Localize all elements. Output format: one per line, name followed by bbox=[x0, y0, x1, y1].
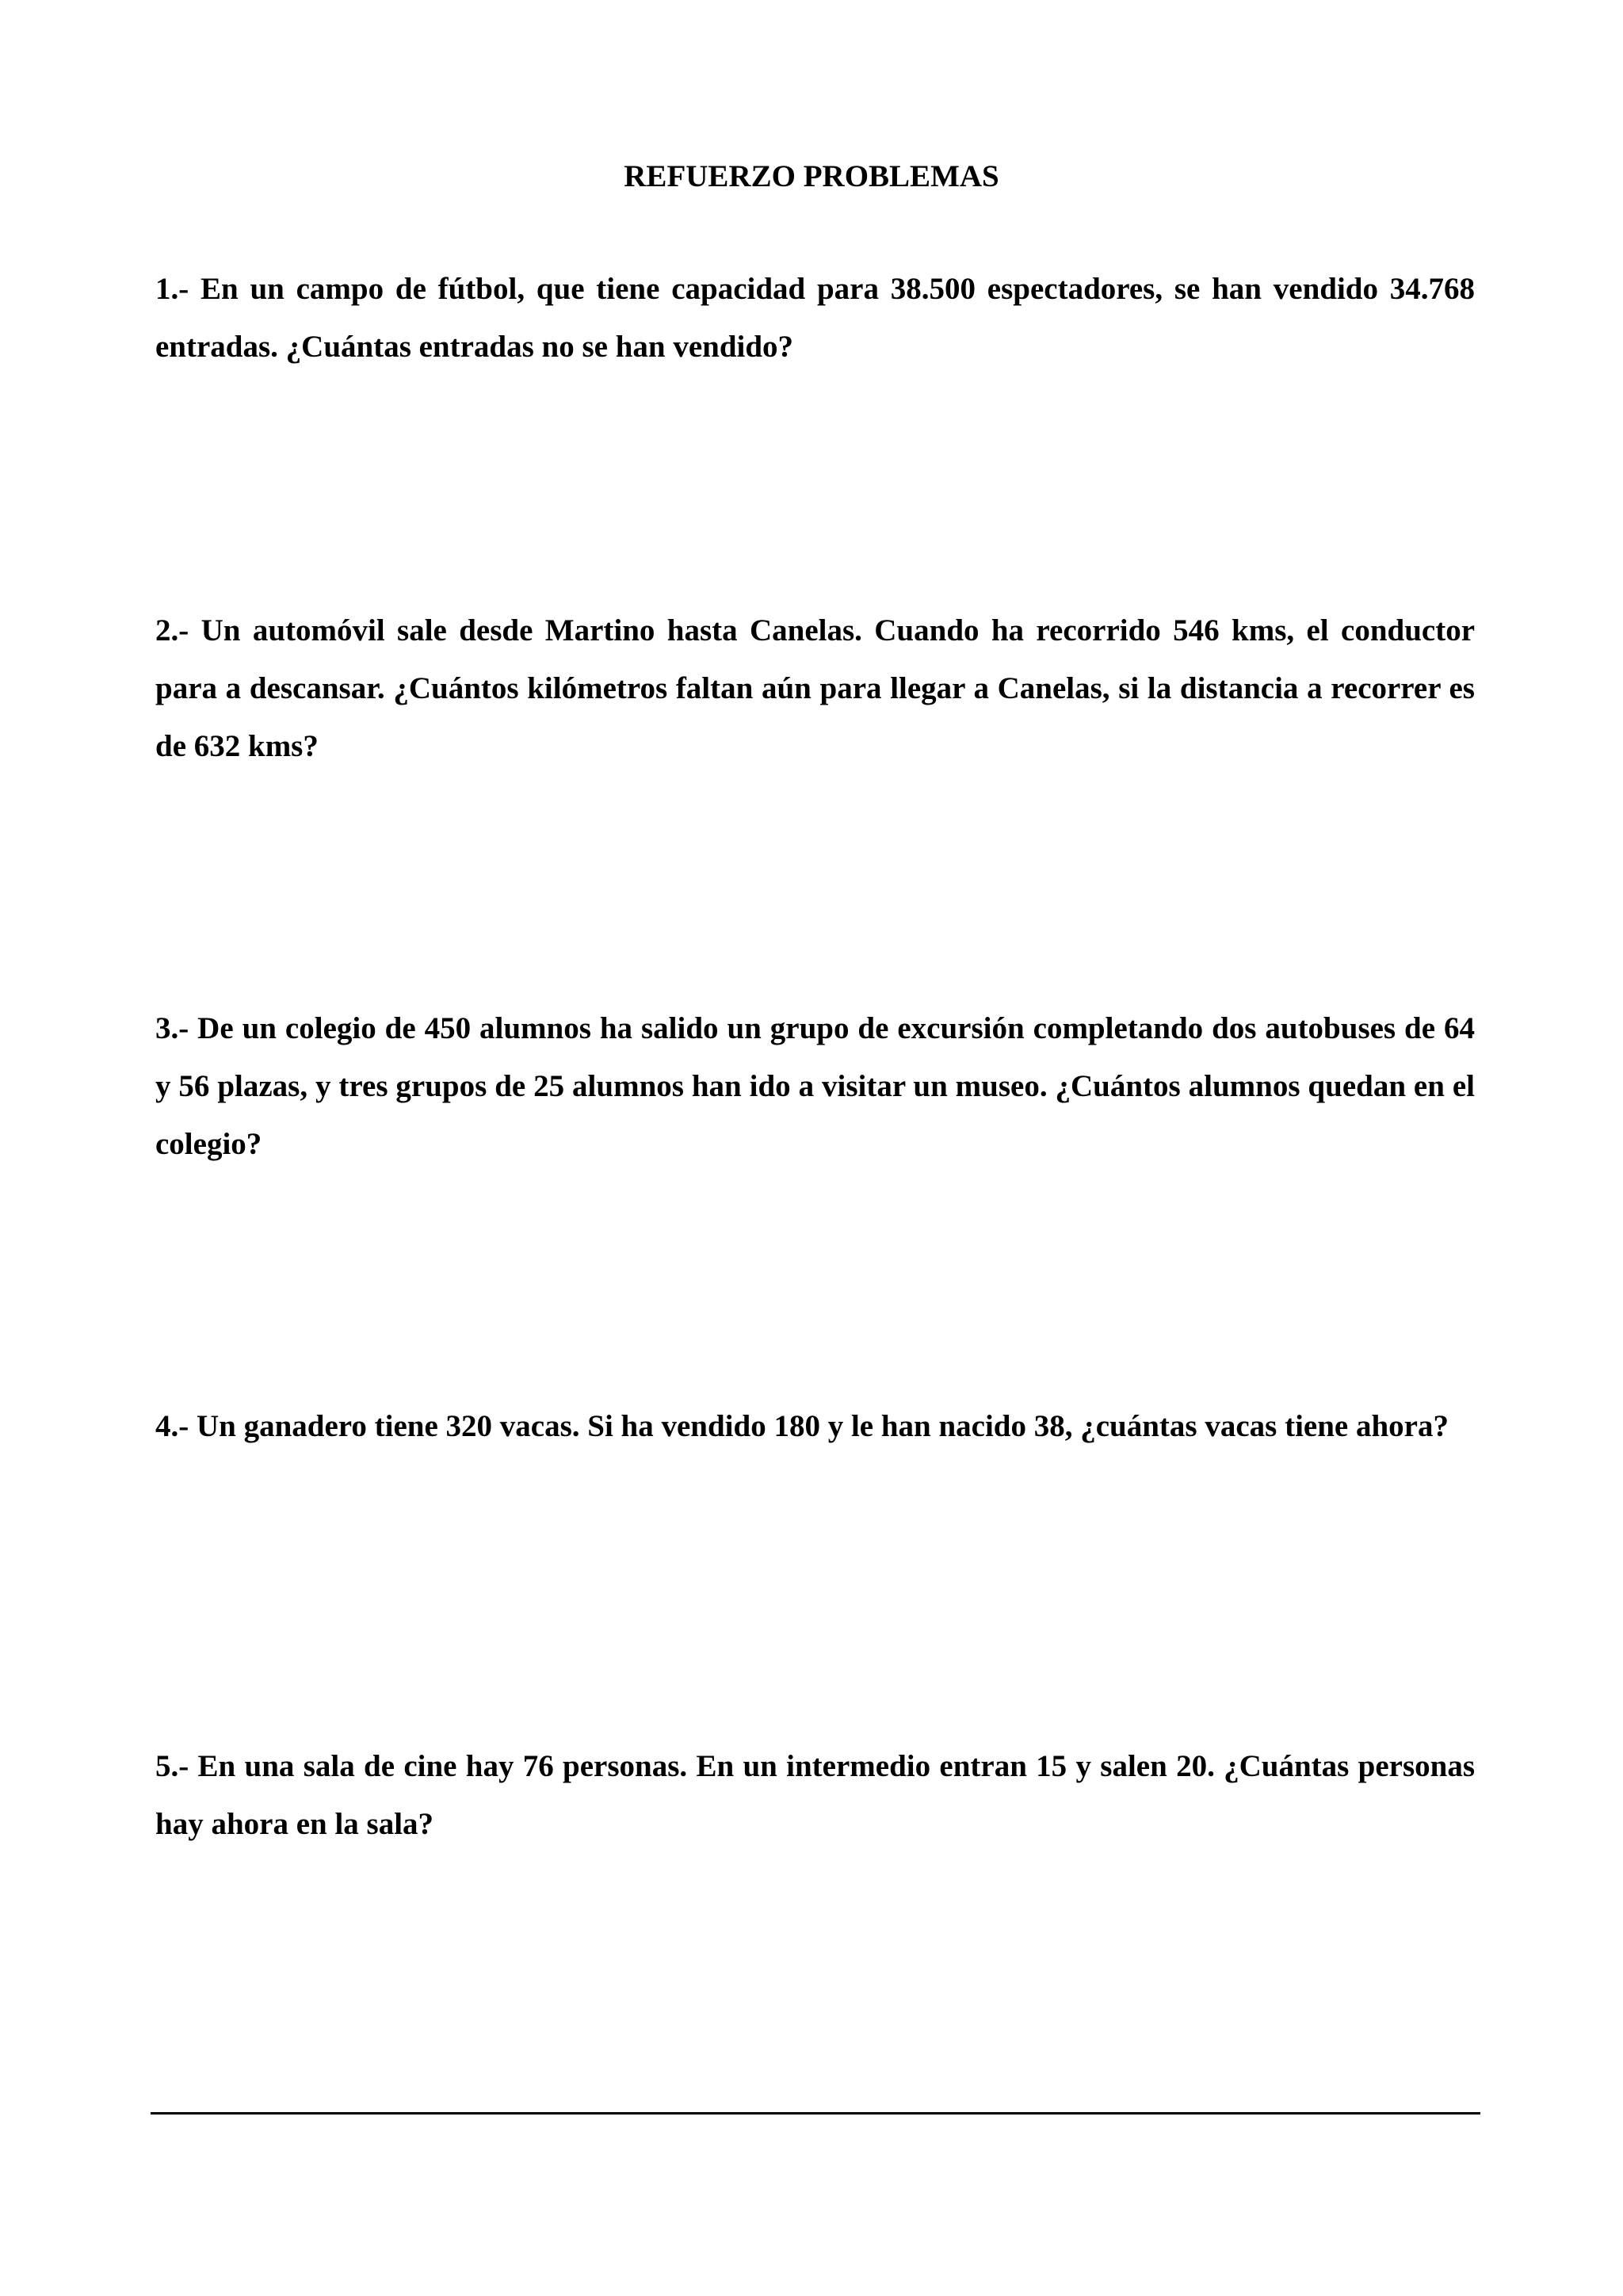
problem-3: 3.- De un colegio de 450 alumnos ha salido un grupo de excursión completando dos autobuses de 64 y 56 plazas, y tres grupos de 25 alumnos han ido a visitar un museo. ¿Cuántos alumnos quedan en el colegio? bbox=[155, 1011, 1475, 1161]
problem-5: 5.- En una sala de cine hay 76 personas. En un intermedio entran 15 y salen 20. ¿Cuántas personas hay ahora en la sala? bbox=[155, 1749, 1475, 1841]
problem-2: 2.- Un automóvil sale desde Martino hasta Canelas. Cuando ha recorrido 546 kms, el conductor para a descansar. ¿Cuántos kilómetros faltan aún para llegar a Canelas, si la distancia a recorrer es de 632 kms? bbox=[155, 613, 1475, 763]
problem-1: 1.- En un campo de fútbol, que tiene capacidad para 38.500 espectadores, se han vendido 34.768 entradas. ¿Cuántas entradas no se han vendido? bbox=[155, 272, 1475, 364]
problem-4: 4.- Un ganadero tiene 320 vacas. Si ha vendido 180 y le han nacido 38, ¿cuántas vacas tiene ahora? bbox=[155, 1409, 1449, 1443]
page-title: REFUERZO PROBLEMAS bbox=[624, 159, 999, 193]
footer-divider bbox=[151, 2112, 1480, 2115]
